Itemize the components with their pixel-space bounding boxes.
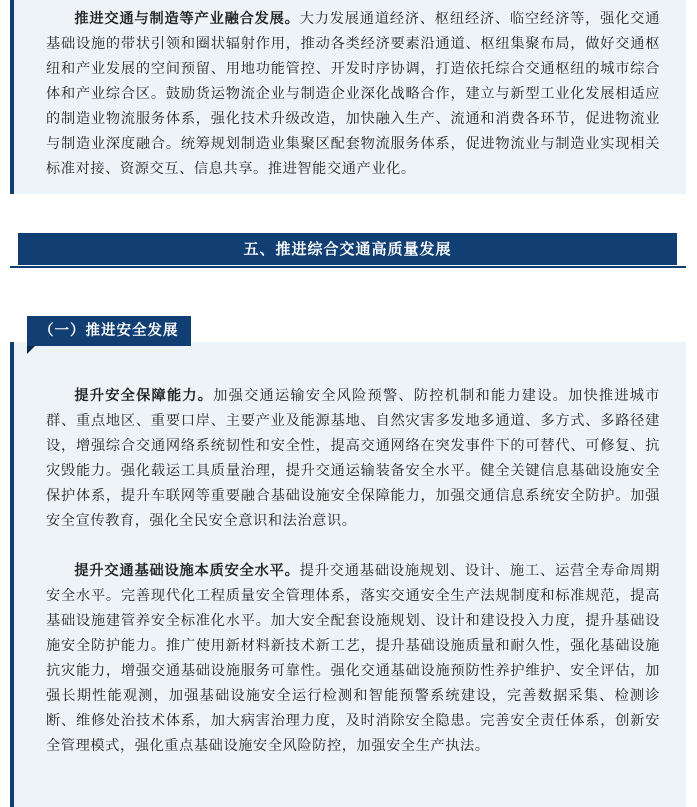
- section-title-tab: （一）推进安全发展: [27, 316, 191, 346]
- paragraph-heading: 提升交通基础设施本质安全水平。: [74, 563, 300, 579]
- section-tab-fold-corner: [27, 346, 35, 354]
- paragraph-heading: 推进交通与制造等产业融合发展。: [74, 11, 300, 27]
- paragraph-infrastructure-safety: [46, 559, 660, 759]
- chapter-divider-line: [10, 266, 686, 268]
- paragraph-industry-integration: [46, 7, 660, 182]
- chapter-title-banner: 五、推进综合交通高质量发展: [18, 233, 677, 265]
- content-panel-top: [10, 0, 686, 194]
- paragraph-text: 加强交通运输安全风险预警、防控机制和能力建设。加快推进城市群、重点地区、重要口岸、主要产业及能源基地、自然灾害多发地多通道、多方式、多路径建设，增强综合交通网络系统韧性和安全性，提高交通网络在突发事件下的可替代、可修复、抗灾毁能力。强化载运工具质量治理，提升交通运输装备安全水平。健全关键信息基础设施安全保护体系，提升车联网等重要融合基础设施安全保障能力，加强交通信息系统安全防护。加强安全宣传教育，强化全民安全意识和法治意识。: [46, 388, 661, 529]
- content-panel-safety: [10, 342, 686, 807]
- paragraph-heading: 提升安全保障能力。: [74, 388, 214, 404]
- paragraph-text: 大力发展通道经济、枢纽经济、临空经济等，强化交通基础设施的带状引领和圈状辐射作用，推动各类经济要素沿通道、枢纽集聚布局，做好交通枢纽和产业发展的空间预留、用地功能管控、开发时序协调，打造依托综合交通枢纽的城市综合体和产业综合区。鼓励货运物流企业与制造企业深化战略合作，建立与新型工业化发展相适应的制造业物流服务体系，强化技术升级改造，加快融入生产、流通和消费各环节，促进物流业与制造业深度融合。统筹规划制造业集聚区配套物流服务体系，促进物流业与制造业实现相关标准对接、资源交互、信息共享。推进智能交通产业化。: [46, 11, 660, 177]
- paragraph-safety-capacity: [46, 384, 660, 534]
- paragraph-text: 提升交通基础设施规划、设计、施工、运营全寿命周期安全水平。完善现代化工程质量安全管理体系，落实交通安全生产法规制度和标准规范，提高基础设施建管养安全标准化水平。加大安全配套设施规划、设计和建设投入力度，提升基础设施安全防护能力。推广使用新材料新技术新工艺，提升基础设施质量和耐久性，强化基础设施抗灾能力，增强交通基础设施服务可靠性。强化交通基础设施预防性养护维护、安全评估，加强长期性能观测，加强基础设施安全运行检测和智能预警系统建设，完善数据采集、检测诊断、维修处治技术体系，加大病害治理力度，及时消除安全隐患。完善安全责任体系，创新安全管理模式，强化重点基础设施安全风险防控，加强安全生产执法。: [46, 563, 660, 754]
